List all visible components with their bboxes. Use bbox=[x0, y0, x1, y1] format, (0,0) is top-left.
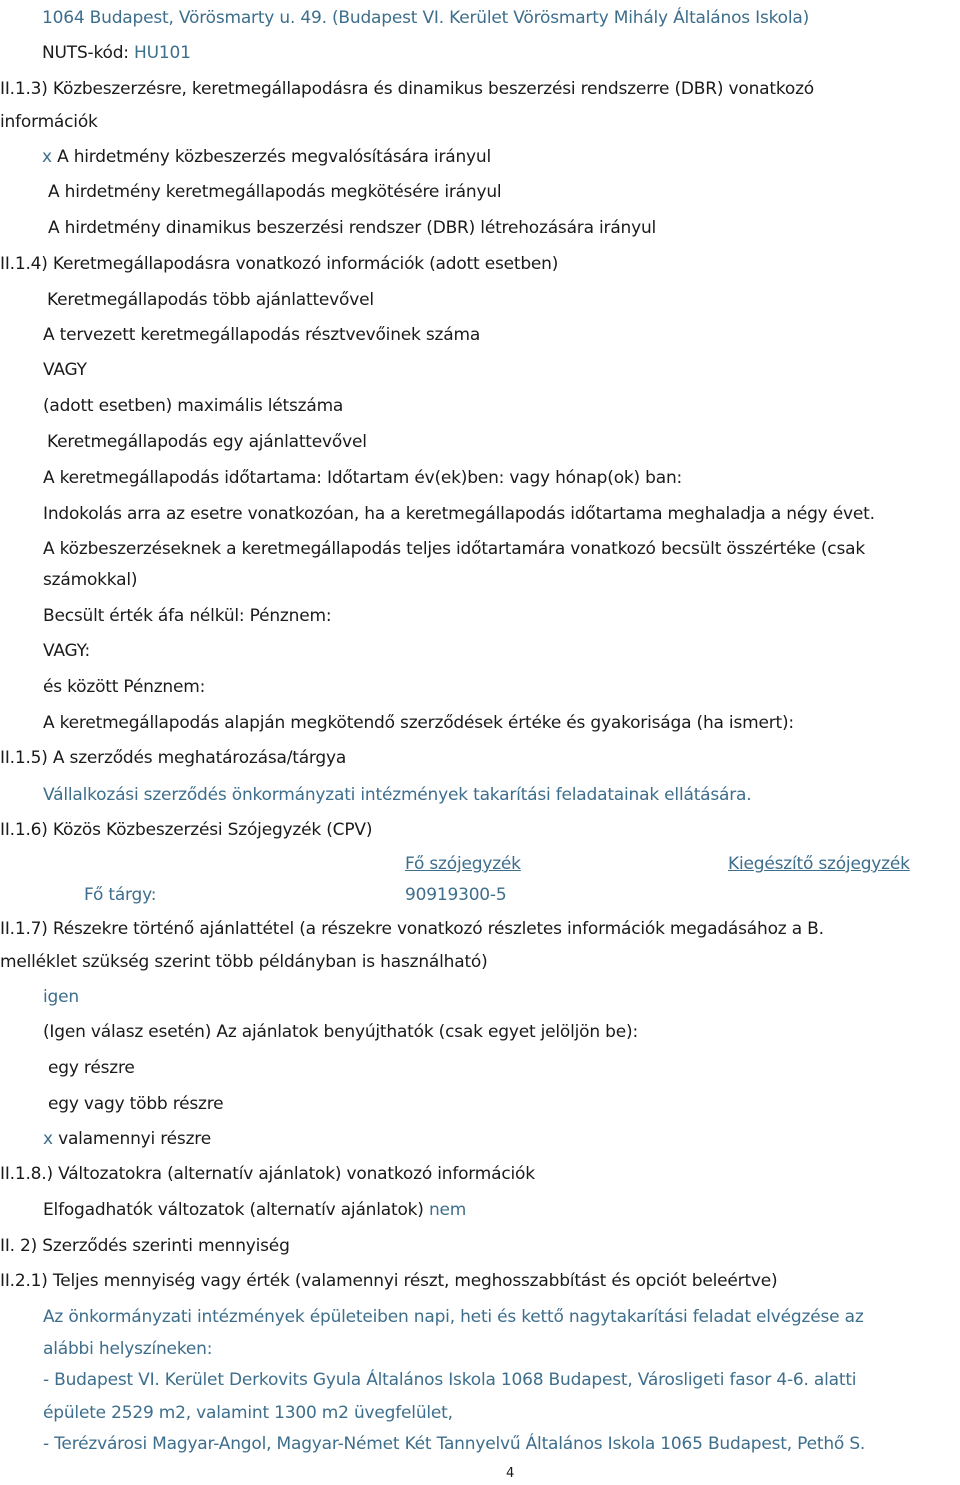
section-12-title: II. 2) Szerződés szerinti mennyiség bbox=[0, 1236, 290, 1256]
option-dbr: A hirdetmény dinamikus beszerzési rendszer (DBR) létrehozására irányul bbox=[48, 218, 657, 238]
framework-duration: A keretmegállapodás időtartama: Időtartam év(ek)ben: vagy hónap(ok) ban: bbox=[43, 468, 683, 488]
option-label: A hirdetmény közbeszerzés megvalósítására irányul bbox=[51, 147, 491, 167]
selected-mark: x bbox=[43, 1129, 53, 1149]
variants-line bbox=[43, 1199, 466, 1221]
option-one-or-more-parts: egy vagy több részre bbox=[48, 1094, 224, 1114]
page-number: 4 bbox=[506, 1466, 515, 1481]
contract-value-frequency: A keretmegállapodás alapján megkötendő szerződések értéke és gyakorisága (ha ismert): bbox=[43, 713, 794, 733]
cpv-main-subject-label: Fő tárgy: bbox=[84, 885, 157, 905]
or-label: VAGY bbox=[43, 360, 87, 380]
school-address: 1064 Budapest, Vörösmarty u. 49. (Budapest VI. Kerület Vörösmarty Mihály Általános Iskola) bbox=[42, 8, 810, 28]
section-115-title: II.1.5) A szerződés meghatározása/tárgya bbox=[0, 748, 347, 768]
estimated-total-line2: számokkal) bbox=[43, 570, 138, 590]
cpv-code: 90919300-5 bbox=[405, 885, 507, 905]
site-2-line1: - Terézvárosi Magyar-Angol, Magyar-Német Két Tannyelvű Általános Iskola 1065 Budapest, Pethő S. bbox=[43, 1434, 866, 1454]
section-114-title: II.1.4) Keretmegállapodásra vonatkozó információk (adott esetben) bbox=[0, 254, 559, 274]
option-public-procurement bbox=[42, 146, 491, 168]
selected-mark: x bbox=[42, 147, 52, 167]
section-117-title-line2: melléklet szükség szerint több példányban is használható) bbox=[0, 952, 488, 972]
section-116-title: II.1.6) Közös Közbeszerzési Szójegyzék (CPV) bbox=[0, 820, 373, 840]
section-118-title: II.1.8.) Változatokra (alternatív ajánlatok) vonatkozó információk bbox=[0, 1164, 535, 1184]
framework-single-tenderer: Keretmegállapodás egy ajánlattevővel bbox=[47, 432, 367, 452]
cpv-supplementary-header: Kiegészítő szójegyzék bbox=[728, 854, 910, 874]
section-113-title-line1: II.1.3) Közbeszerzésre, keretmegállapodásra és dinamikus beszerzési rendszerre (DBR) vonatkozó bbox=[0, 79, 815, 99]
option-framework-agreement: A hirdetmény keretmegállapodás megkötésére irányul bbox=[48, 182, 502, 202]
option-one-part: egy részre bbox=[48, 1058, 135, 1078]
parts-note: (Igen válasz esetén) Az ajánlatok benyújthatók (csak egyet jelöljön be): bbox=[43, 1022, 638, 1042]
cpv-main-header: Fő szójegyzék bbox=[405, 854, 521, 874]
or-label-2: VAGY: bbox=[43, 641, 91, 661]
section-121-title: II.2.1) Teljes mennyiség vagy érték (valamennyi részt, meghosszabbítást és opciót beleértve) bbox=[0, 1271, 778, 1291]
section-113-title-line2: információk bbox=[0, 112, 98, 132]
option-all-parts bbox=[43, 1128, 211, 1150]
range-currency: és között Pénznem: bbox=[43, 677, 206, 697]
variants-label: Elfogadhatók változatok (alternatív ajánlatok) bbox=[43, 1200, 429, 1220]
max-headcount: (adott esetben) maximális létszáma bbox=[43, 396, 344, 416]
option-label: valamennyi részre bbox=[52, 1129, 211, 1149]
contract-subject: Vállalkozási szerződés önkormányzati intézmények takarítási feladatainak ellátására. bbox=[43, 785, 752, 805]
nuts-label: NUTS-kód: bbox=[42, 43, 135, 63]
section-117-title-line1: II.1.7) Részekre történő ajánlattétel (a részekre vonatkozó részletes információk megadásához a B. bbox=[0, 919, 824, 939]
planned-participants: A tervezett keretmegállapodás résztvevőinek száma bbox=[43, 325, 481, 345]
nuts-code: HU101 bbox=[134, 43, 191, 63]
estimated-value-net: Becsült érték áfa nélkül: Pénznem: bbox=[43, 606, 332, 626]
site-1-line2: épülete 2529 m2, valamint 1300 m2 üvegfelület, bbox=[43, 1403, 453, 1423]
parts-answer: igen bbox=[43, 987, 79, 1007]
duration-justification: Indokolás arra az esetre vonatkozóan, ha a keretmegállapodás időtartama meghaladja a négy évet. bbox=[43, 504, 875, 524]
framework-multi-tenderer: Keretmegállapodás több ajánlattevővel bbox=[47, 290, 374, 310]
variants-answer: nem bbox=[428, 1200, 467, 1220]
quantity-para1-line1: Az önkormányzati intézmények épületeiben napi, heti és kettő nagytakarítási feladat elvégzése az bbox=[43, 1307, 864, 1327]
site-1-line1: - Budapest VI. Kerület Derkovits Gyula Általános Iskola 1068 Budapest, Városligeti fasor 4-6. alatti bbox=[43, 1370, 857, 1390]
nuts-line bbox=[42, 42, 191, 64]
quantity-para1-line2: alábbi helyszíneken: bbox=[43, 1339, 213, 1359]
estimated-total-line1: A közbeszerzéseknek a keretmegállapodás teljes időtartamára vonatkozó becsült összértéke (csak bbox=[43, 539, 865, 559]
